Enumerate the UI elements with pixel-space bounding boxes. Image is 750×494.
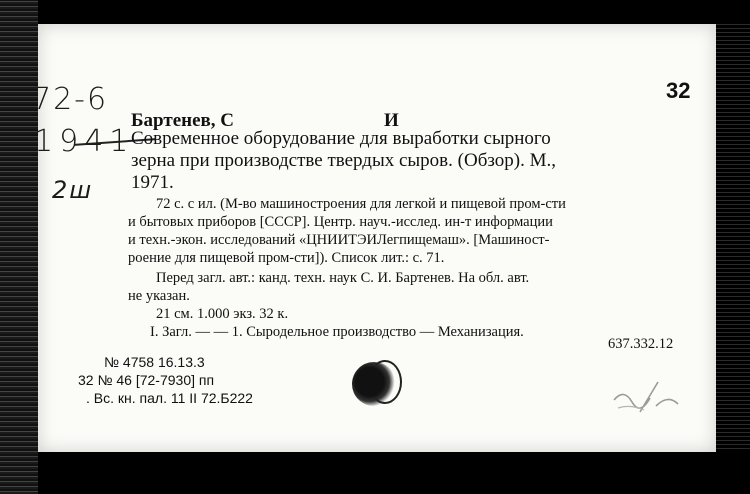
title-line-2: зерна при производстве твердых сыров. (Обзор). М., xyxy=(131,150,556,171)
registration-line-2: 32 № 46 [72-7930] пп xyxy=(78,372,215,388)
description-line-4: роение для пищевой пром-сти]). Список лит.: с. 71. xyxy=(128,250,445,266)
note-line-1: Перед загл. авт.: канд. техн. наук С. И. Бартенев. На обл. авт. xyxy=(156,270,530,286)
scan-edge-right xyxy=(716,24,750,452)
handwritten-code-top: 72-6 xyxy=(32,82,109,117)
faded-stamp-scribble xyxy=(610,376,682,420)
registration-line-1: № 4758 16.13.3 xyxy=(104,354,205,370)
note-line-2: не указан. xyxy=(128,288,190,304)
title-line-3: 1971. xyxy=(131,172,174,193)
description-line-3: и техн.-экон. исследований «ЦНИИТЭИЛегпищемаш». [Машиност- xyxy=(128,232,550,248)
handwritten-mark: 2ш xyxy=(52,176,94,204)
ink-stamp-ring xyxy=(368,360,402,404)
handwritten-code-bottom: 1941 xyxy=(34,124,135,159)
description-line-1: 72 с. с ил. (М-во машиностроения для легкой и пищевой пром-сти xyxy=(156,196,566,212)
title-line-1: Современное оборудование для выработки сырного xyxy=(131,128,551,149)
description-line-2: и бытовых приборов [СССР]. Центр. науч.-исслед. ин-т информации xyxy=(128,214,553,230)
scan-edge-left xyxy=(0,0,38,494)
card-number: 32 xyxy=(666,78,691,103)
format-line: 21 см. 1.000 экз. 32 к. xyxy=(156,306,289,322)
subjects-line: I. Загл. — — 1. Сыродельное производство — Механизация. xyxy=(150,324,524,340)
author-initial: И xyxy=(384,110,399,131)
udc-code: 637.332.12 xyxy=(608,336,674,352)
registration-line-3: . Вс. кн. пал. 11 II 72.Б222 xyxy=(86,390,253,406)
author-surname: Бартенев, С xyxy=(131,110,235,131)
